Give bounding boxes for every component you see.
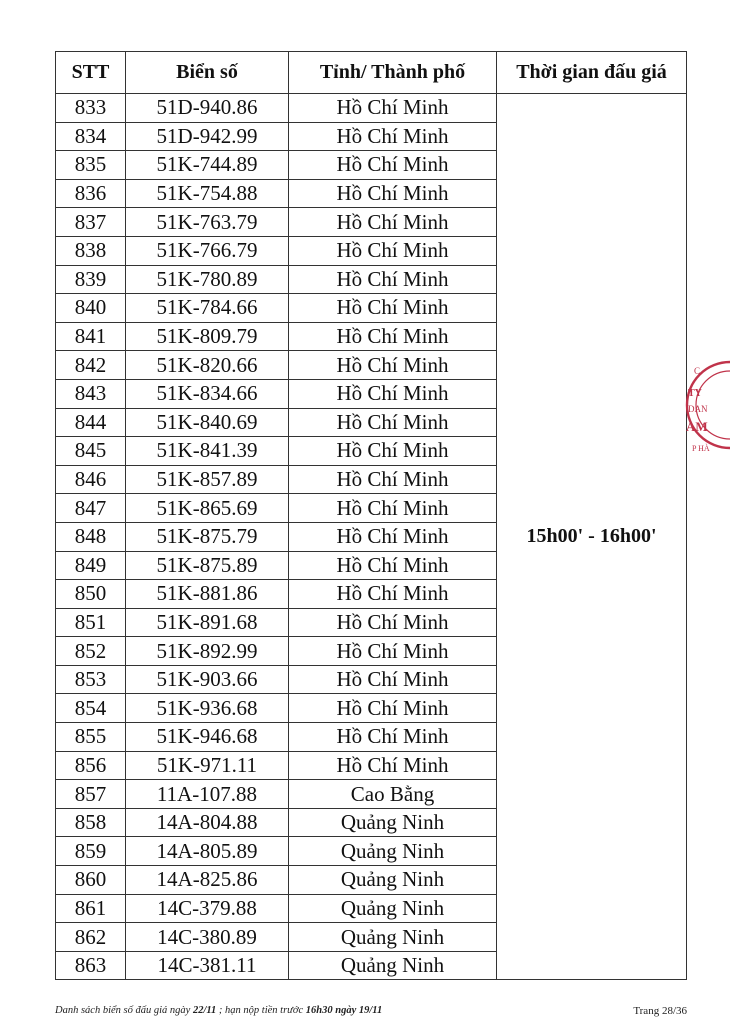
cell-province: Hồ Chí Minh [289, 465, 497, 494]
cell-stt: 839 [56, 265, 126, 294]
cell-province: Hồ Chí Minh [289, 179, 497, 208]
cell-stt: 862 [56, 923, 126, 952]
cell-stt: 840 [56, 294, 126, 323]
cell-stt: 838 [56, 236, 126, 265]
table-body [56, 94, 687, 980]
header-stt: STT [56, 52, 126, 94]
cell-province: Hồ Chí Minh [289, 437, 497, 466]
cell-province: Hồ Chí Minh [289, 494, 497, 523]
cell-plate: 51D-940.86 [126, 94, 289, 123]
cell-plate: 51K-840.69 [126, 408, 289, 437]
footer-auction-date: 22/11 [192, 1005, 217, 1016]
cell-plate: 14A-805.89 [126, 837, 289, 866]
cell-province: Hồ Chí Minh [289, 694, 497, 723]
cell-stt: 861 [56, 894, 126, 923]
cell-plate: 14A-825.86 [126, 866, 289, 895]
cell-province: Quảng Ninh [289, 808, 497, 837]
cell-stt: 842 [56, 351, 126, 380]
cell-province: Hồ Chí Minh [289, 665, 497, 694]
cell-province: Quảng Ninh [289, 894, 497, 923]
cell-plate: 51K-763.79 [126, 208, 289, 237]
cell-stt: 858 [56, 808, 126, 837]
footer-deadline-time: 16h30 [305, 1005, 333, 1016]
cell-plate: 51K-809.79 [126, 322, 289, 351]
cell-plate: 51D-942.99 [126, 122, 289, 151]
cell-plate: 51K-875.89 [126, 551, 289, 580]
cell-plate: 51K-936.68 [126, 694, 289, 723]
cell-province: Quảng Ninh [289, 837, 497, 866]
cell-stt: 841 [56, 322, 126, 351]
table-header-row [56, 52, 687, 94]
cell-stt: 834 [56, 122, 126, 151]
cell-auction-time: 15h00' - 16h00' [497, 94, 687, 980]
cell-province: Hồ Chí Minh [289, 322, 497, 351]
header-province: Tỉnh/ Thành phố [289, 52, 497, 94]
cell-stt: 845 [56, 437, 126, 466]
cell-stt: 854 [56, 694, 126, 723]
cell-province: Cao Bằng [289, 780, 497, 809]
footer-note [55, 1005, 382, 1016]
footer-deadline-word: ngày [335, 1005, 357, 1016]
cell-province: Quảng Ninh [289, 866, 497, 895]
cell-stt: 837 [56, 208, 126, 237]
cell-stt: 833 [56, 94, 126, 123]
cell-stt: 855 [56, 723, 126, 752]
company-seal-stamp [684, 330, 730, 480]
cell-province: Hồ Chí Minh [289, 265, 497, 294]
cell-plate: 51K-875.79 [126, 522, 289, 551]
cell-province: Hồ Chí Minh [289, 379, 497, 408]
cell-plate: 51K-784.66 [126, 294, 289, 323]
cell-plate: 51K-820.66 [126, 351, 289, 380]
cell-stt: 850 [56, 580, 126, 609]
cell-stt: 852 [56, 637, 126, 666]
cell-stt: 851 [56, 608, 126, 637]
cell-plate: 51K-754.88 [126, 179, 289, 208]
cell-stt: 857 [56, 780, 126, 809]
cell-stt: 860 [56, 866, 126, 895]
cell-plate: 51K-892.99 [126, 637, 289, 666]
page-number: Trang 28/36 [633, 1005, 687, 1017]
cell-plate: 11A-107.88 [126, 780, 289, 809]
cell-province: Hồ Chí Minh [289, 637, 497, 666]
cell-province: Hồ Chí Minh [289, 236, 497, 265]
header-auction-time: Thời gian đấu giá [497, 52, 687, 94]
cell-plate: 51K-766.79 [126, 236, 289, 265]
cell-plate: 51K-971.11 [126, 751, 289, 780]
cell-plate: 51K-744.89 [126, 151, 289, 180]
cell-province: Hồ Chí Minh [289, 608, 497, 637]
cell-province: Hồ Chí Minh [289, 408, 497, 437]
cell-stt: 843 [56, 379, 126, 408]
footer-deadline-date: 19/11 [358, 1005, 383, 1016]
cell-stt: 859 [56, 837, 126, 866]
stamp-text-am: AM [686, 419, 708, 434]
cell-province: Hồ Chí Minh [289, 551, 497, 580]
cell-province: Hồ Chí Minh [289, 208, 497, 237]
stamp-text-dan: DAN [688, 404, 708, 414]
cell-province: Quảng Ninh [289, 923, 497, 952]
cell-stt: 844 [56, 408, 126, 437]
cell-stt: 847 [56, 494, 126, 523]
cell-plate: 51K-865.69 [126, 494, 289, 523]
cell-plate: 51K-946.68 [126, 723, 289, 752]
cell-plate: 14C-380.89 [126, 923, 289, 952]
cell-plate: 14C-379.88 [126, 894, 289, 923]
cell-stt: 848 [56, 522, 126, 551]
cell-province: Hồ Chí Minh [289, 122, 497, 151]
cell-stt: 836 [56, 179, 126, 208]
cell-province: Hồ Chí Minh [289, 151, 497, 180]
stamp-text-ty: TY [688, 388, 702, 399]
stamp-text-c: C [694, 366, 701, 376]
cell-plate: 51K-881.86 [126, 580, 289, 609]
cell-plate: 51K-834.66 [126, 379, 289, 408]
footer-note-middle: ; hạn nộp tiền trước [218, 1005, 304, 1016]
cell-stt: 849 [56, 551, 126, 580]
cell-province: Hồ Chí Minh [289, 94, 497, 123]
cell-province: Hồ Chí Minh [289, 751, 497, 780]
stamp-text-pha: P HÀ [692, 444, 710, 453]
cell-province: Hồ Chí Minh [289, 522, 497, 551]
cell-province: Hồ Chí Minh [289, 351, 497, 380]
cell-stt: 863 [56, 951, 126, 980]
cell-province: Hồ Chí Minh [289, 294, 497, 323]
header-plate: Biển số [126, 52, 289, 94]
cell-plate: 14C-381.11 [126, 951, 289, 980]
cell-stt: 846 [56, 465, 126, 494]
table-row [56, 94, 687, 123]
cell-province: Hồ Chí Minh [289, 580, 497, 609]
cell-province: Hồ Chí Minh [289, 723, 497, 752]
cell-stt: 856 [56, 751, 126, 780]
cell-plate: 51K-903.66 [126, 665, 289, 694]
cell-stt: 835 [56, 151, 126, 180]
auction-plate-table [55, 51, 687, 980]
cell-plate: 51K-841.39 [126, 437, 289, 466]
footer-note-prefix: Danh sách biển số đấu giá ngày [55, 1005, 191, 1016]
cell-plate: 51K-857.89 [126, 465, 289, 494]
cell-plate: 51K-891.68 [126, 608, 289, 637]
cell-stt: 853 [56, 665, 126, 694]
cell-plate: 51K-780.89 [126, 265, 289, 294]
cell-plate: 14A-804.88 [126, 808, 289, 837]
cell-province: Quảng Ninh [289, 951, 497, 980]
